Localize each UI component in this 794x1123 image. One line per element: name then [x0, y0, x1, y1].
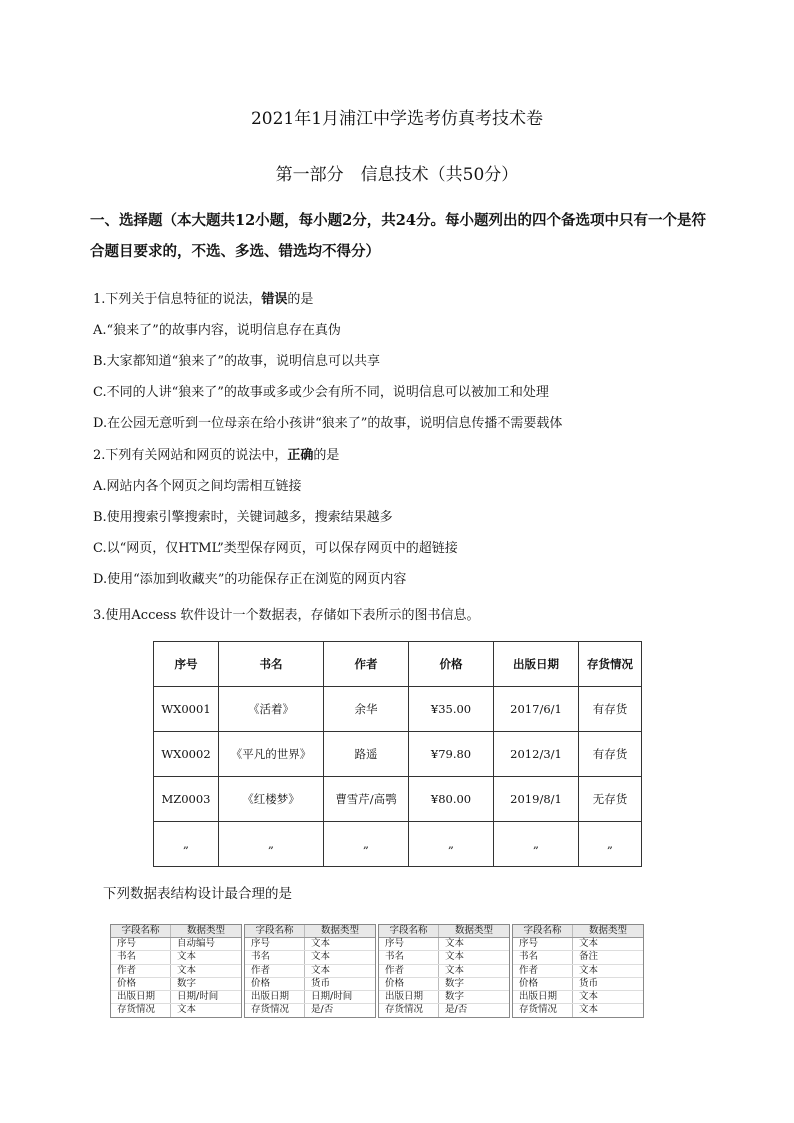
table-cell: 路遥	[324, 732, 409, 777]
table-cell: 曹雪芹/高鹗	[324, 777, 409, 822]
column-header: 存货情况	[579, 642, 642, 687]
table-row	[154, 822, 642, 867]
table-cell: ¥79.80	[409, 732, 494, 777]
document-title: 2021年1月浦江中学选考仿真考技术卷	[250, 109, 544, 129]
option-table-row: 存货情况 是/否	[245, 1004, 375, 1016]
question-3-prompt: 下列数据表结构设计最合理的是	[103, 886, 292, 902]
table-cell: MZ0003	[154, 777, 219, 822]
option-table-row: 作者 文本	[513, 965, 643, 978]
table-cell: 有存货	[579, 732, 642, 777]
option-table-row: 序号 自动编号	[111, 938, 241, 951]
question-1-stem: 1.下列关于信息特征的说法，错误的是	[93, 292, 314, 307]
option-table-header: 字段名称 数据类型	[513, 925, 643, 938]
column-header: 作者	[324, 642, 409, 687]
question-1-option-d: D.在公园无意听到一位母亲在给小孩讲“狼来了”的故事，说明信息传播不需要载体	[93, 416, 563, 431]
option-table-row: 书名 文本	[245, 951, 375, 964]
book-info-table	[153, 641, 642, 867]
option-table-row: 序号 文本	[245, 938, 375, 951]
table-row	[154, 732, 642, 777]
option-table-row: 存货情况 文本	[111, 1004, 241, 1016]
option-table-d	[512, 924, 644, 1018]
table-header-row	[154, 642, 642, 687]
column-header: 出版日期	[494, 642, 579, 687]
option-table-row: 序号 文本	[513, 938, 643, 951]
option-table-row: 书名 文本	[111, 951, 241, 964]
question-1-option-b: B.大家都知道“狼来了”的故事，说明信息可以共享	[93, 354, 380, 369]
table-cell: „	[494, 822, 579, 867]
question-2-option-b: B.使用搜索引擎搜索时，关键词越多，搜索结果越多	[93, 510, 393, 525]
option-table-row: 价格 货币	[245, 978, 375, 991]
table-cell: ¥80.00	[409, 777, 494, 822]
question-2-option-d: D.使用“添加到收藏夹”的功能保存正在浏览的网页内容	[93, 572, 407, 587]
table-cell: WX0002	[154, 732, 219, 777]
table-cell: 余华	[324, 687, 409, 732]
table-cell: 《平凡的世界》	[219, 732, 324, 777]
table-row	[154, 777, 642, 822]
option-table-row: 出版日期 日期/时间	[245, 991, 375, 1004]
column-header: 序号	[154, 642, 219, 687]
option-table-row: 价格 货币	[513, 978, 643, 991]
column-header: 书名	[219, 642, 324, 687]
question-1-emphasis: 错误	[261, 292, 288, 307]
question-2-stem: 2.下列有关网站和网页的说法中，正确的是	[93, 448, 340, 463]
table-row	[154, 687, 642, 732]
option-table-row: 出版日期 数字	[379, 991, 509, 1004]
table-cell: „	[324, 822, 409, 867]
table-cell: 2019/8/1	[494, 777, 579, 822]
table-cell: 有存货	[579, 687, 642, 732]
option-table-row: 出版日期 文本	[513, 991, 643, 1004]
question-2-option-a: A.网站内各个网页之间均需相互链接	[93, 479, 302, 494]
question-2-emphasis: 正确	[287, 448, 314, 463]
section-heading: 一、选择题（本大题共12小题，每小题2分，共24分。每小题列出的四个备选项中只有一个是符合题目要求的，不选、多选、错选均不得分）	[90, 212, 706, 260]
option-table-row: 价格 数字	[379, 978, 509, 991]
option-table-b	[244, 924, 376, 1018]
column-header: 价格	[409, 642, 494, 687]
option-table-c	[378, 924, 510, 1018]
question-1-option-a: A.“狼来了”的故事内容，说明信息存在真伪	[93, 323, 341, 338]
option-table-row: 作者 文本	[111, 965, 241, 978]
table-cell: 2012/3/1	[494, 732, 579, 777]
question-2-option-c: C.以“网页，仅HTML”类型保存网页，可以保存网页中的超链接	[93, 541, 458, 556]
part-title: 第一部分 信息技术（共50分）	[275, 165, 519, 185]
table-cell: WX0001	[154, 687, 219, 732]
table-cell: 《活着》	[219, 687, 324, 732]
option-table-row: 出版日期 日期/时间	[111, 991, 241, 1004]
table-cell: 《红楼梦》	[219, 777, 324, 822]
option-table-header: 字段名称 数据类型	[111, 925, 241, 938]
option-table-row: 书名 文本	[379, 951, 509, 964]
table-cell: 2017/6/1	[494, 687, 579, 732]
option-table-row: 存货情况 文本	[513, 1004, 643, 1016]
table-cell: 无存货	[579, 777, 642, 822]
option-table-header: 字段名称 数据类型	[245, 925, 375, 938]
question-3-stem: 3.使用Access 软件设计一个数据表，存储如下表所示的图书信息。	[93, 608, 480, 623]
option-table-row: 价格 数字	[111, 978, 241, 991]
option-table-a	[110, 924, 242, 1018]
option-table-row: 序号 文本	[379, 938, 509, 951]
option-table-row: 书名 备注	[513, 951, 643, 964]
table-cell: „	[409, 822, 494, 867]
option-table-header: 字段名称 数据类型	[379, 925, 509, 938]
option-table-row: 作者 文本	[245, 965, 375, 978]
table-cell: ¥35.00	[409, 687, 494, 732]
option-table-row: 存货情况 是/否	[379, 1004, 509, 1016]
table-cell: „	[154, 822, 219, 867]
table-cell: „	[579, 822, 642, 867]
question-1-option-c: C.不同的人讲“狼来了”的故事或多或少会有所不同，说明信息可以被加工和处理	[93, 385, 549, 400]
option-table-row: 作者 文本	[379, 965, 509, 978]
table-cell: „	[219, 822, 324, 867]
